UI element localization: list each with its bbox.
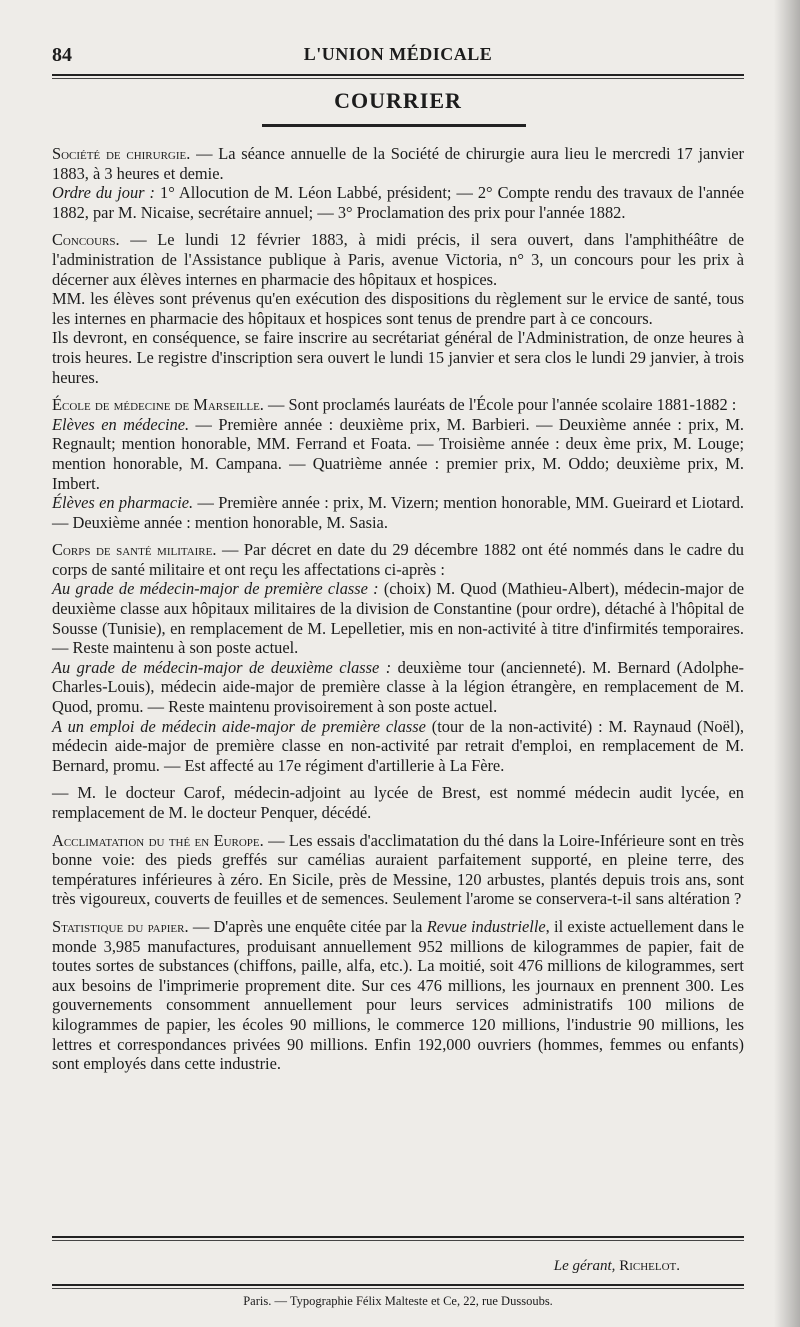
carof-text: — M. le docteur Carof, médecin-adjoint au lycée de Brest, est nommé médecin audit lycée, en remplacement de M. le docteur Penquer, décédé. (52, 783, 744, 822)
footer-rule (52, 1284, 744, 1286)
concours-p3: Ils devront, en conséquence, se faire inscrire au secrétariat général de l'Administration, de onze heures à trois heures. Le registre d'inscription sera ouvert le lundi 15 janvier et sera clos le lundi 29 janvier, à trois heures. (52, 328, 744, 387)
header-rule-thin (52, 78, 744, 79)
signature-name: Richelot. (619, 1258, 680, 1274)
grade3-label: A un emploi de médecin aide-major de première classe (52, 716, 426, 736)
lead-papier: Statistique du papier. (52, 916, 189, 936)
agenda-text: 1° Allocution de M. Léon Labbé, président; — 2° Compte rendu des travaux de l'année 1882, par M. Nicaise, secrétaire annuel; — 3° Proclamation des prix pour l'année 1882. (52, 183, 744, 222)
header-rule (52, 74, 744, 76)
paragraph-chirurgie (52, 144, 744, 222)
signature-role: Le gérant, (553, 1258, 616, 1274)
closing-rule (52, 1236, 744, 1238)
lead-the: Acclimatation du thé en Europe. (52, 830, 264, 850)
running-title: L'UNION MÉDICALE (303, 44, 493, 64)
lead-chirurgie: Société de chirurgie. (52, 144, 191, 163)
papier-text-b: , il existe actuellement dans le monde 3,985 manufactures, produisant annuellement 952 millions de kilogrammes de papier, fait de toutes sortes de substances (chiffons, paille, alfa, etc.). La moitié, soit 476 millions de kilogrammes, sert aux besoins de l'imprimerie proprement dite. Sur ces 476 millions, les journaux en prennent 300. Les gouvernements consomment annuellement pour leurs services administratifs 100 milions de kilogrammes de papier, les écoles 90 millions, le commerce 120 millions, l'industrie 90 millions, les lettres et correspondances privées 90 millions. Enfin 192,000 ouvriers (hommes, femmes ou enfants) sont employés dans cette industrie. (52, 916, 744, 1074)
grade1-label: Au grade de médecin-major de première classe : (52, 579, 379, 599)
paragraph-marseille (52, 395, 744, 532)
paragraph-papier (52, 917, 744, 1074)
text-marseille: — Sont proclamés lauréats de l'École pour l'année scolaire 1881-1882 : (263, 395, 737, 415)
page-header (52, 44, 744, 70)
section-title: COURRIER (334, 88, 462, 113)
lead-militaire: Corps de santé militaire. (52, 540, 217, 560)
page-number: 84 (52, 44, 72, 66)
agenda-label: Ordre du jour : (52, 183, 156, 203)
grade1-text: (choix) M. Quod (Mathieu-Albert), médecin-major de deuxième classe aux hôpitaux militaires de la division de Constantine (pour ordre), détaché à l'hôpital de Sousse (Tunisie), en remplacement de M. Lepelletier, mis en non-activité à titre d'infirmités temporaires. — Reste maintenu à son poste actuel. (52, 579, 744, 658)
footer-rule-thin (52, 1288, 744, 1289)
med-text: — Première année : deuxième prix, M. Barbieri. — Deuxième année : prix, M. Regnault; mention honorable, MM. Ferrand et Foata. — Troisième année : deux ème prix, M. Louge; mention honorable, M. Campana. — Quatrième année : premier prix, M. Oddo; deuxième prix, M. Imbert. (52, 414, 744, 493)
paragraph-concours (52, 230, 744, 387)
paragraph-militaire (52, 540, 744, 775)
lead-marseille: École de médecine de Marseille. (52, 395, 264, 415)
journal-name: Revue industrielle (426, 916, 546, 936)
signature (554, 1258, 680, 1275)
lead-concours: Concours. (52, 230, 120, 250)
imprint-line: Paris. — Typographie Félix Malteste et Ce, 22, rue Dussoubs. (243, 1294, 553, 1308)
text-militaire: — Par décret en date du 29 décembre 1882 ont été nommés dans le cadre du corps de santé militaire et ont reçu les affectations ci-après : (52, 540, 744, 579)
paragraph-the (52, 831, 744, 909)
title-rule (262, 124, 526, 127)
text-concours: — Le lundi 12 février 1883, à midi précis, il sera ouvert, dans l'amphithéâtre de l'administration de l'Assistance publique à Paris, avenue Victoria, n° 3, un concours pour les prix à décerner aux élèves internes en pharmacie des hôpitaux et hospices. (52, 230, 744, 289)
pharm-text: — Première année : prix, M. Vizern; mention honorable, MM. Gueirard et Liotard. — Deuxième année : mention honorable, M. Sasia. (52, 493, 744, 532)
grade2-label: Au grade de médecin-major de deuxième classe : (52, 657, 392, 677)
text-the: — Les essais d'acclimatation du thé dans la Loire-Inférieure sont en très bonne voie: des pieds greffés sur camélias auraient parfaitement supporté, en pleine terre, des températures inférieures à zéro. En Sicile, près de Messine, 120 arbustes, plantés depuis trois ans, sont très vigoureux, couverts de feuilles et de semences. Seulement l'arome se conservera-t-il sans altération ? (52, 830, 744, 909)
closing-rule-thin (52, 1240, 744, 1241)
papier-text-a: — D'après une enquête citée par la (188, 916, 427, 936)
pharm-label: Élèves en pharmacie. (52, 493, 194, 513)
med-label: Elèves en médecine. (52, 414, 190, 434)
article-body (52, 144, 744, 1082)
concours-p2: MM. les élèves sont prévenus qu'en exécution des dispositions du règlement sur le ervice de santé, tous les internes en pharmacie des hôpitaux et hospices sont tenus de prendre part à ce concours. (52, 289, 744, 328)
grade2-text: deuxième tour (ancienneté). M. Bernard (Adolphe-Charles-Louis), médecin aide-major de première classe à la légion étrangère, en remplacement de M. Quod, promu. — Reste maintenu provisoirement à son poste actuel. (52, 657, 744, 717)
paragraph-carof (52, 783, 744, 822)
grade3-text: (tour de la non-activité) : M. Raynaud (Noël), médecin aide-major de première classe en non-activité par retrait d'emploi, en remplacement de M. Bernard, promu. — Est affecté au 17e régiment d'artillerie à La Fère. (52, 716, 744, 775)
text-chirurgie: — La séance annuelle de la Société de chirurgie aura lieu le mercredi 17 janvier 1883, à 3 heures et demie. (52, 144, 744, 183)
